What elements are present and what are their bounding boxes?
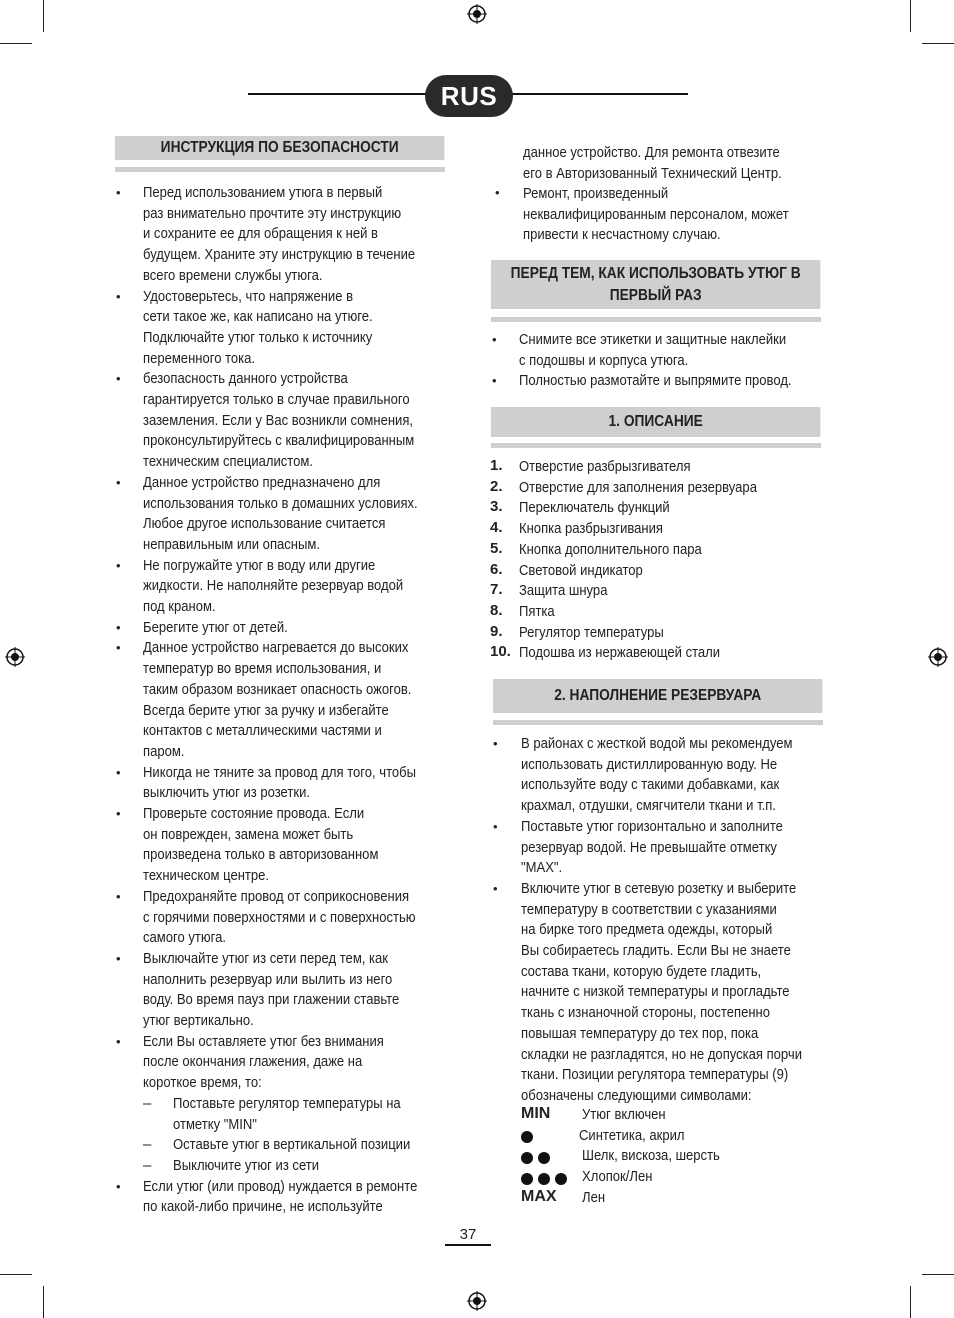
section-title-filling bbox=[493, 679, 822, 713]
section-underline bbox=[115, 167, 445, 172]
list-item-line: начните с низкой температуры и прогладьте bbox=[521, 983, 790, 1001]
list-item-line: с горячими поверхностями и с поверхностью bbox=[143, 908, 416, 926]
list-item-line: контактов с металлическими частями и bbox=[143, 722, 382, 740]
list-item-line: выключить утюг из розетки. bbox=[143, 784, 310, 802]
description-item: Световой индикатор bbox=[519, 561, 643, 579]
list-item-line: Снимите все этикетки и защитные наклейки bbox=[519, 331, 787, 348]
temperature-label: Хлопок/Лен bbox=[582, 1168, 653, 1186]
list-item-line: жидкости. Не наполняйте резервуар водой bbox=[143, 577, 404, 595]
list-item-line: Полностью размотайте и выпрямите провод. bbox=[519, 372, 792, 390]
bullet-icon: • bbox=[492, 332, 497, 347]
list-item-line: утюг вертикально. bbox=[143, 1012, 254, 1029]
list-item-line: гарантируется только в случае правильного bbox=[143, 391, 410, 408]
list-item-line: Всегда берите утюг за ручку и избегайте bbox=[143, 701, 389, 719]
sub-item-line: Оставьте утюг в вертикальной позиции bbox=[173, 1136, 411, 1154]
section-title-first-use bbox=[491, 260, 820, 309]
list-item-line: будущем. Храните эту инструкцию в течение bbox=[143, 246, 416, 264]
list-item-line: Ремонт, произведенный bbox=[523, 185, 669, 202]
section-title-safety bbox=[115, 136, 444, 160]
page-number: 37 bbox=[459, 1226, 477, 1243]
list-item-line: неквалифицированным персоналом, может bbox=[523, 205, 789, 223]
list-item-line: после окончания глажения, даже на bbox=[143, 1053, 363, 1071]
item-number: 2. bbox=[490, 477, 503, 495]
list-item-line: температур во время использования, и bbox=[143, 660, 382, 678]
temperature-symbol: MAX bbox=[521, 1187, 557, 1205]
bullet-icon: • bbox=[116, 1033, 121, 1049]
list-item-line: раз внимательно прочтите эту инструкцию bbox=[143, 204, 402, 222]
section-underline bbox=[491, 317, 821, 322]
list-item-line: произведена только в авторизованном bbox=[143, 846, 379, 864]
dot-icon bbox=[555, 1173, 567, 1185]
sub-item-line: Выключите утюг из сети bbox=[173, 1156, 320, 1174]
list-item-line: Никогда не тяните за провод для того, чтобы bbox=[143, 763, 417, 781]
item-number: 9. bbox=[490, 622, 503, 640]
list-item-line: Проверьте состояние провода. Если bbox=[143, 805, 365, 822]
registration-mark-icon bbox=[928, 647, 948, 667]
list-item-line: техническом центре. bbox=[143, 867, 270, 885]
dot-icon bbox=[521, 1131, 533, 1143]
crop-mark bbox=[0, 1274, 32, 1275]
list-item-line: по какой-либо причине, не используйте bbox=[143, 1198, 383, 1216]
section-title-text: ИНСТРУКЦИЯ ПО БЕЗОПАСНОСТИ bbox=[160, 139, 399, 156]
sub-item-line: отметку "MIN" bbox=[173, 1115, 257, 1133]
list-item-line: его в Авторизованный Технический Центр. bbox=[523, 164, 782, 182]
list-item-line: паром. bbox=[143, 742, 185, 760]
dot-icon bbox=[538, 1152, 550, 1164]
description-item: Переключатель функций bbox=[519, 499, 670, 517]
list-item-line: Данное устройство предназначено для bbox=[143, 473, 381, 491]
bullet-icon: • bbox=[492, 373, 497, 389]
list-item-line: используйте воду с такими добавками, как bbox=[521, 776, 780, 794]
item-number: 6. bbox=[490, 560, 503, 578]
dash-icon: – bbox=[143, 1156, 152, 1174]
section-title-text: 2. НАПОЛНЕНИЕ РЕЗЕРВУАРА bbox=[554, 687, 762, 704]
list-item-line: неправильным или опасным. bbox=[143, 535, 320, 553]
bullet-icon: • bbox=[493, 818, 498, 834]
crop-mark bbox=[43, 0, 44, 32]
description-item: Защита шнура bbox=[519, 582, 608, 600]
bullet-icon: • bbox=[495, 185, 500, 200]
list-item-line: крахмал, отдушки, смягчители ткани и т.п. bbox=[521, 797, 776, 815]
list-item-line: таким образом возникает опасность ожогов. bbox=[143, 680, 412, 698]
description-item: Пятка bbox=[519, 602, 555, 620]
bullet-icon: • bbox=[116, 557, 121, 573]
list-item-line: с подошвы и корпуса утюга. bbox=[519, 351, 689, 369]
temperature-dots bbox=[521, 1129, 538, 1143]
description-item: Кнопка дополнительного пара bbox=[519, 540, 702, 558]
description-item: Отверстие разбрызгивателя bbox=[519, 458, 691, 475]
list-item-line: Данное устройство нагревается до высоких bbox=[143, 639, 409, 657]
list-item-line: и сохраните ее для обращения к ней в bbox=[143, 225, 378, 243]
temperature-dots bbox=[521, 1149, 555, 1163]
section-underline bbox=[491, 443, 821, 448]
list-item-line: Любое другое использование считается bbox=[143, 515, 386, 533]
list-item-line: безопасность данного устройства bbox=[143, 370, 348, 388]
bullet-icon: • bbox=[116, 640, 121, 656]
list-item-line: складки не разгладятся, но не допуская порчи bbox=[521, 1045, 802, 1063]
section-title-text: 1. ОПИСАНИЕ bbox=[608, 413, 703, 430]
list-item-line: Если утюг (или провод) нуждается в ремонте bbox=[143, 1177, 418, 1195]
list-item-line: наполнить резервуар или вылить из него bbox=[143, 970, 393, 988]
list-item-line: Удостоверьтесь, что напряжение в bbox=[143, 287, 354, 305]
list-item-line: заземления. Если у Вас возникли сомнения, bbox=[143, 411, 414, 429]
list-item-line: состава ткани, которую будете гладить, bbox=[521, 962, 762, 980]
bullet-icon: • bbox=[116, 888, 121, 904]
list-item-line: использовать дистиллированную воду. Не bbox=[521, 755, 778, 773]
temperature-symbol: MIN bbox=[521, 1105, 551, 1122]
bullet-icon: • bbox=[116, 1178, 121, 1194]
list-item-line: Выключайте утюг из сети перед тем, как bbox=[143, 949, 389, 967]
list-item-line: резервуар водой. Не превышайте отметку bbox=[521, 838, 777, 856]
bullet-icon: • bbox=[116, 474, 121, 490]
list-item-line: ткани. Позиции регулятора температуры (9) bbox=[521, 1066, 789, 1084]
temperature-label: Шелк, вискоза, шерсть bbox=[582, 1147, 720, 1165]
bullet-icon: • bbox=[493, 736, 498, 751]
bullet-icon: • bbox=[493, 880, 498, 896]
list-item-line: под краном. bbox=[143, 598, 216, 615]
list-item-line: температуру в соответствии с указаниями bbox=[521, 900, 777, 918]
dash-icon: – bbox=[143, 1136, 152, 1154]
list-item-line: короткое время, то: bbox=[143, 1074, 262, 1092]
dash-icon: – bbox=[143, 1094, 152, 1112]
list-item-line: В районах с жесткой водой мы рекомендуем bbox=[521, 735, 793, 752]
list-item-line: Вы собираетесь гладить. Если Вы не знаете bbox=[521, 942, 791, 959]
temperature-label: Синтетика, акрил bbox=[579, 1126, 685, 1144]
list-item-line: переменного тока. bbox=[143, 349, 256, 367]
page-number-underline bbox=[445, 1244, 491, 1246]
sub-item-line: Поставьте регулятор температуры на bbox=[173, 1094, 401, 1112]
list-item-line: воду. Во время пауз при глажении ставьте bbox=[143, 991, 400, 1009]
list-item-line: Включите утюг в сетевую розетку и выберите bbox=[521, 879, 797, 897]
registration-mark-icon bbox=[467, 4, 487, 24]
list-item-line: проконсультируйтесь с квалифицированным bbox=[143, 432, 415, 450]
crop-mark bbox=[910, 0, 911, 32]
section-title-line: ПЕРВЫЙ РАЗ bbox=[609, 286, 702, 304]
list-item-line: сети такое же, как написано на утюге. bbox=[143, 308, 373, 326]
description-item: Регулятор температуры bbox=[519, 623, 664, 641]
bullet-icon: • bbox=[116, 950, 121, 966]
crop-mark bbox=[922, 1274, 954, 1275]
dot-icon bbox=[538, 1173, 550, 1185]
list-item-line: обозначены следующими символами: bbox=[521, 1086, 752, 1104]
bullet-icon: • bbox=[116, 764, 121, 780]
bullet-icon: • bbox=[116, 185, 121, 200]
list-item-line: "MAX". bbox=[521, 859, 563, 877]
list-item-line: самого утюга. bbox=[143, 929, 227, 947]
dot-icon bbox=[521, 1173, 533, 1185]
list-item-line: данное устройство. Для ремонта отвезите bbox=[523, 144, 780, 161]
crop-mark bbox=[910, 1286, 911, 1318]
bullet-icon: • bbox=[116, 371, 121, 387]
item-number: 3. bbox=[490, 498, 503, 516]
registration-mark-icon bbox=[5, 647, 25, 667]
item-number: 8. bbox=[490, 601, 503, 619]
list-item-line: Если Вы оставляете утюг без внимания bbox=[143, 1032, 384, 1050]
bullet-icon: • bbox=[116, 619, 121, 635]
temperature-dots bbox=[521, 1170, 572, 1184]
description-item: Подошва из нержавеющей стали bbox=[519, 644, 721, 662]
list-item-line: он поврежден, замена может быть bbox=[143, 825, 354, 843]
temperature-label: Лен bbox=[582, 1188, 606, 1206]
item-number: 1. bbox=[490, 457, 503, 474]
language-badge: RUS bbox=[425, 75, 513, 117]
section-title-description bbox=[491, 407, 820, 437]
dot-icon bbox=[521, 1152, 533, 1164]
item-number: 7. bbox=[490, 581, 503, 599]
list-item-line: Берегите утюг от детей. bbox=[143, 618, 288, 636]
item-number: 10. bbox=[490, 643, 511, 661]
section-underline bbox=[493, 720, 823, 725]
registration-mark-icon bbox=[467, 1291, 487, 1311]
bullet-icon: • bbox=[116, 288, 121, 304]
section-title-line: ПЕРЕД ТЕМ, КАК ИСПОЛЬЗОВАТЬ УТЮГ В bbox=[510, 264, 801, 282]
crop-mark bbox=[0, 43, 32, 44]
list-item-line: Предохраняйте провод от соприкосновения bbox=[143, 887, 410, 905]
list-item-line: ткань с изнаночной стороны, постепенно bbox=[521, 1004, 771, 1022]
list-item-line: всего времени службы утюга. bbox=[143, 266, 323, 284]
list-item-line: Подключайте утюг только к источнику bbox=[143, 328, 373, 346]
description-item: Кнопка разбрызгивания bbox=[519, 520, 663, 538]
list-item-line: Поставьте утюг горизонтально и заполните bbox=[521, 817, 783, 835]
list-item-line: Перед использованием утюга в первый bbox=[143, 184, 383, 201]
crop-mark bbox=[922, 43, 954, 44]
list-item-line: использования только в домашних условиях. bbox=[143, 494, 418, 512]
item-number: 4. bbox=[490, 519, 503, 537]
list-item-line: повышая температуру до тех пор, пока bbox=[521, 1024, 759, 1042]
description-item: Отверстие для заполнения резервуара bbox=[519, 478, 757, 496]
list-item-line: Не погружайте утюг в воду или другие bbox=[143, 556, 376, 574]
crop-mark bbox=[43, 1286, 44, 1318]
item-number: 5. bbox=[490, 539, 503, 557]
list-item-line: техническим специалистом. bbox=[143, 453, 313, 471]
list-item-line: привести к несчастному случаю. bbox=[523, 226, 721, 244]
list-item-line: на бирке того предмета одежды, который bbox=[521, 921, 773, 939]
temperature-label: Утюг включен bbox=[582, 1106, 666, 1123]
bullet-icon: • bbox=[116, 806, 121, 821]
